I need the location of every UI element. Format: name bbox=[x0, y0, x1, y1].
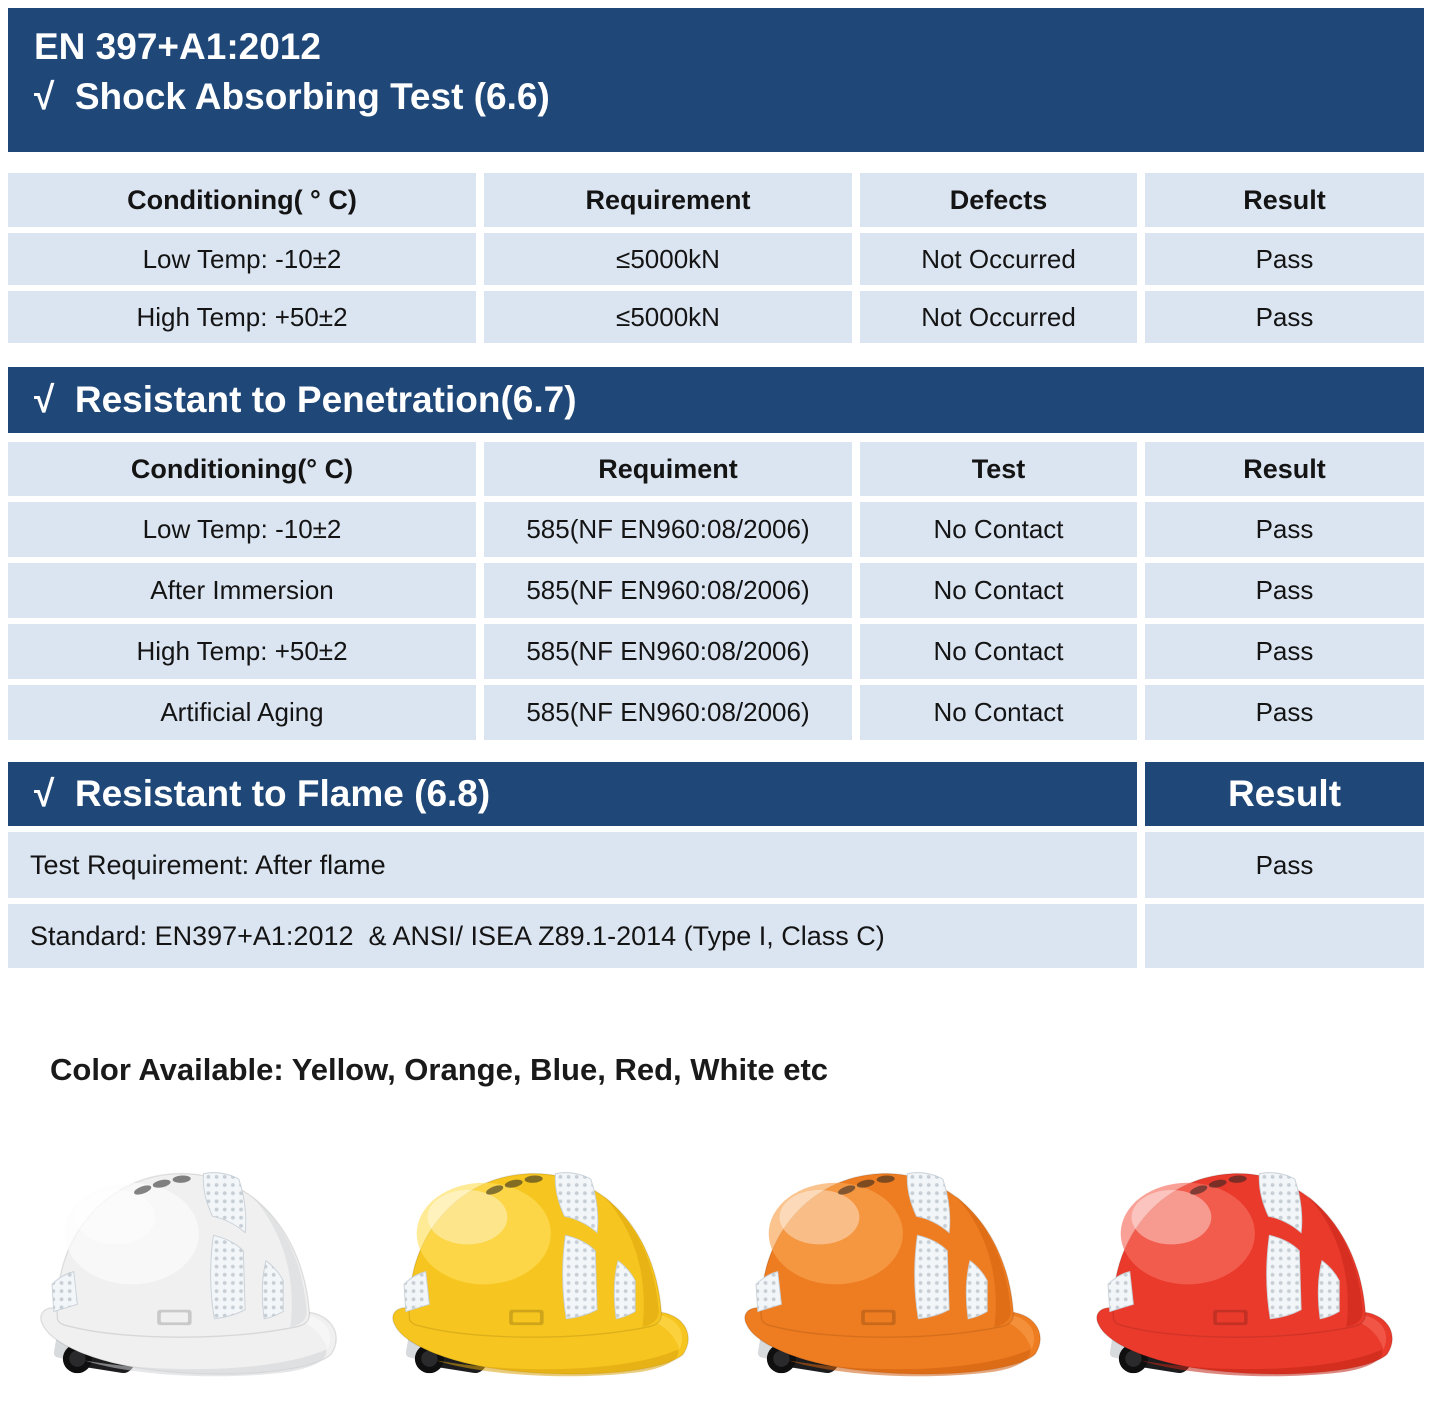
column-header: Result bbox=[1145, 173, 1424, 227]
flame-title: √ Resistant to Flame (6.8) bbox=[8, 762, 1137, 826]
table-row bbox=[8, 563, 1424, 618]
column-header: Requiment bbox=[484, 442, 852, 496]
helmet-orange bbox=[716, 1132, 1068, 1404]
column-header: Conditioning( ° C) bbox=[8, 173, 476, 227]
color-available-note: Color Available: Yellow, Orange, Blue, Red, White etc bbox=[50, 1052, 829, 1087]
table-row bbox=[8, 502, 1424, 557]
requirement-cell: 585(NF EN960:08/2006) bbox=[484, 685, 852, 740]
requirement-cell: ≤5000kN bbox=[484, 233, 852, 285]
requirement-cell: 585(NF EN960:08/2006) bbox=[484, 502, 852, 557]
result-cell: Pass bbox=[1145, 233, 1424, 285]
table-row bbox=[8, 685, 1424, 740]
flame-test-table bbox=[8, 832, 1424, 968]
conditioning-cell: High Temp: +50±2 bbox=[8, 291, 476, 343]
helmet-image bbox=[364, 1132, 716, 1404]
table-row bbox=[8, 832, 1424, 898]
requirement-cell: 585(NF EN960:08/2006) bbox=[484, 563, 852, 618]
helmet-red bbox=[1068, 1132, 1420, 1404]
helmet-image bbox=[12, 1132, 364, 1404]
result-cell: Pass bbox=[1145, 502, 1424, 557]
helmet-image bbox=[716, 1132, 1068, 1404]
column-header: Requirement bbox=[484, 173, 852, 227]
requirement-cell: 585(NF EN960:08/2006) bbox=[484, 624, 852, 679]
shock-test-table bbox=[8, 173, 1424, 343]
defects-cell: Not Occurred bbox=[860, 291, 1137, 343]
table-row bbox=[8, 291, 1424, 343]
table-header-row bbox=[8, 442, 1424, 496]
defects-cell: Not Occurred bbox=[860, 233, 1137, 285]
conditioning-cell: Artificial Aging bbox=[8, 685, 476, 740]
helmet-image bbox=[1068, 1132, 1420, 1404]
flame-requirement-cell: Test Requirement: After flame bbox=[8, 832, 1137, 898]
table-header-row bbox=[8, 173, 1424, 227]
table-row bbox=[8, 904, 1424, 968]
penetration-section-header bbox=[8, 367, 1424, 433]
result-cell: Pass bbox=[1145, 624, 1424, 679]
result-cell: Pass bbox=[1145, 563, 1424, 618]
requirement-cell: ≤5000kN bbox=[484, 291, 852, 343]
helmet-color-gallery bbox=[8, 1132, 1424, 1404]
conditioning-cell: Low Temp: -10±2 bbox=[8, 502, 476, 557]
standard-title: EN 397+A1:2012 bbox=[34, 26, 321, 67]
conditioning-cell: High Temp: +50±2 bbox=[8, 624, 476, 679]
column-header: Result bbox=[1145, 442, 1424, 496]
flame-result-header: Result bbox=[1145, 762, 1424, 826]
table-row bbox=[8, 233, 1424, 285]
column-header: Defects bbox=[860, 173, 1137, 227]
test-cell: No Contact bbox=[860, 563, 1137, 618]
flame-standard-cell: Standard: EN397+A1:2012 & ANSI/ ISEA Z89.1-2014 (Type I, Class C) bbox=[8, 904, 1137, 968]
test-cell: No Contact bbox=[860, 685, 1137, 740]
conditioning-cell: After Immersion bbox=[8, 563, 476, 618]
test-cell: No Contact bbox=[860, 502, 1137, 557]
penetration-test-table bbox=[8, 442, 1424, 740]
shock-section-header bbox=[8, 8, 1424, 152]
column-header: Test bbox=[860, 442, 1137, 496]
result-cell: Pass bbox=[1145, 291, 1424, 343]
result-cell: Pass bbox=[1145, 685, 1424, 740]
penetration-title: √ Resistant to Penetration(6.7) bbox=[34, 379, 577, 420]
result-cell-empty bbox=[1145, 904, 1424, 968]
helmet-yellow bbox=[364, 1132, 716, 1404]
table-row bbox=[8, 624, 1424, 679]
helmet-white bbox=[12, 1132, 364, 1404]
conditioning-cell: Low Temp: -10±2 bbox=[8, 233, 476, 285]
result-cell: Pass bbox=[1145, 832, 1424, 898]
test-cell: No Contact bbox=[860, 624, 1137, 679]
column-header: Conditioning(° C) bbox=[8, 442, 476, 496]
flame-section-header bbox=[8, 762, 1424, 826]
shock-test-title: √ Shock Absorbing Test (6.6) bbox=[34, 75, 550, 117]
